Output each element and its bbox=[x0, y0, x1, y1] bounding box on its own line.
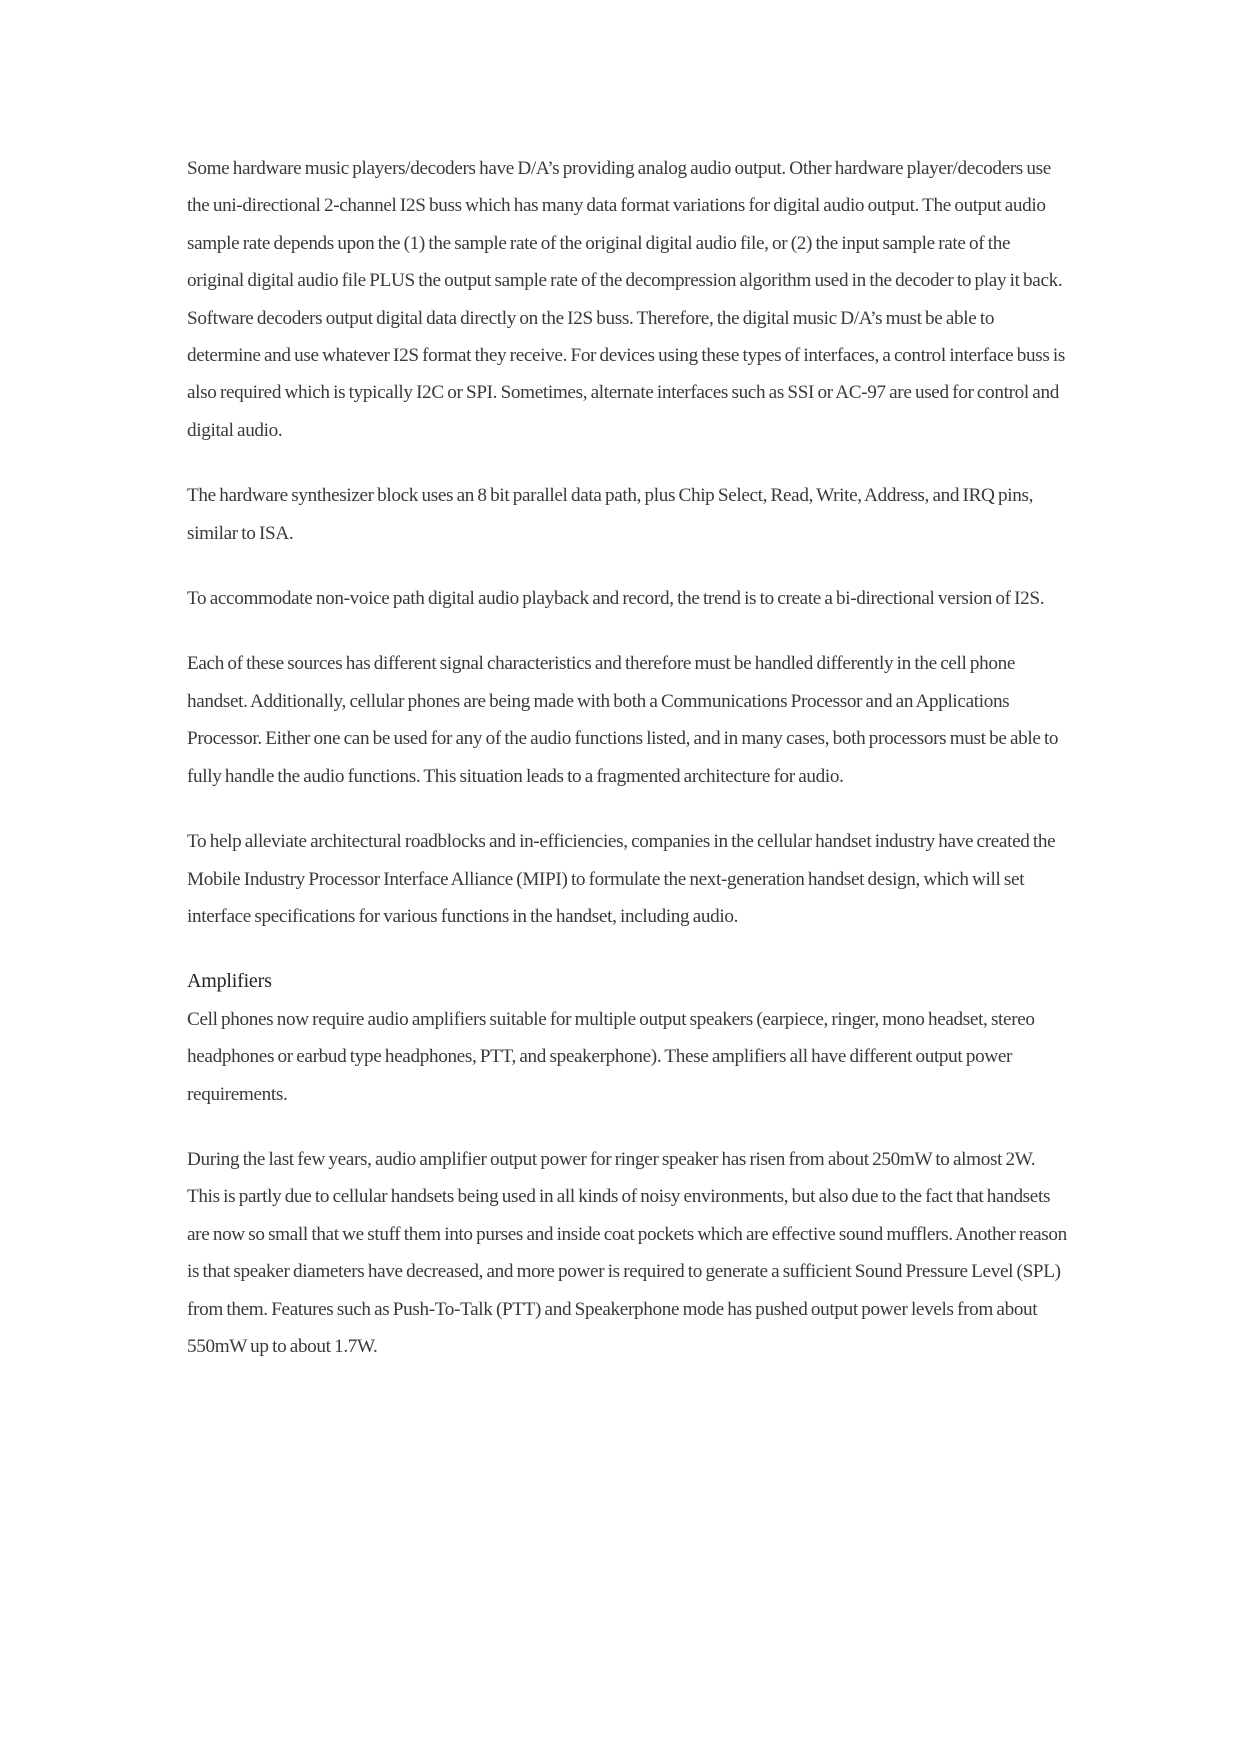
paragraph-mipi-alliance: To help alleviate architectural roadblocks and in-efficiencies, companies in the cellular handset industry have created the Mobile Industry Processor Interface Alliance (MIPI) to formulate the next-generation handset design, which will set interface specifications for various functions in the handset, including audio. bbox=[187, 831, 1056, 927]
paragraph-amplifier-requirements: Cell phones now require audio amplifiers suitable for multiple output speakers (earpiece, ringer, mono headset, stereo headphones or earbud type headphones, PTT, and speakerphone). These amplifiers all have different output power requirements. bbox=[187, 1008, 1035, 1105]
paragraph-hardware-synthesizer: The hardware synthesizer block uses an 8 bit parallel data path, plus Chip Select, Read, Write, Address, and IRQ pins, similar to ISA. bbox=[187, 485, 1034, 544]
paragraph-bidirectional-i2s: To accommodate non-voice path digital audio playback and record, the trend is to create a bi-directional version of I2S. bbox=[187, 588, 1045, 610]
paragraph-output-power: During the last few years, audio amplifier output power for ringer speaker has risen from about 250mW to almost 2W. This is partly due to cellular handsets being used in all kinds of noisy environments, but also due to the fact that handsets are now so small that we stuff them into purses and inside coat pockets which are effective sound mufflers. Another reason is that speaker diameters have decreased, and more power is required to generate a sufficient Sound Pressure Level (SPL) from them. Features such as Push-To-Talk (PTT) and Speakerphone mode has pushed output power levels from about 550mW up to about 1.7W. bbox=[187, 1148, 1067, 1357]
paragraph-music-decoders: Some hardware music players/decoders have D/A’s providing analog audio output. Other hardware player/decoders use the uni-directional 2-channel I2S buss which has many data format variations for digital audio output. The output audio sample rate depends upon the (1) the sample rate of the original digital audio file, or (2) the input sample rate of the original digital audio file PLUS the output sample rate of the decompression algorithm used in the decoder to play it back. Software decoders output digital data directly on the I2S buss. Therefore, the digital music D/A’s must be able to determine and use whatever I2S format they receive. For devices using these types of interfaces, a control interface buss is also required which is typically I2C or SPI. Sometimes, alternate interfaces such as SSI or AC-97 are used for control and digital audio. bbox=[187, 158, 1065, 441]
document-page bbox=[187, 150, 1067, 1393]
paragraph-signal-characteristics: Each of these sources has different signal characteristics and therefore must be handled differently in the cell phone handset. Additionally, cellular phones are being made with both a Communications Processor and an Applications Processor. Either one can be used for any of the audio functions listed, and in many cases, both processors must be able to fully handle the audio functions. This situation leads to a fragmented architecture for audio. bbox=[187, 653, 1059, 787]
section-heading-amplifiers: Amplifiers bbox=[187, 970, 272, 993]
